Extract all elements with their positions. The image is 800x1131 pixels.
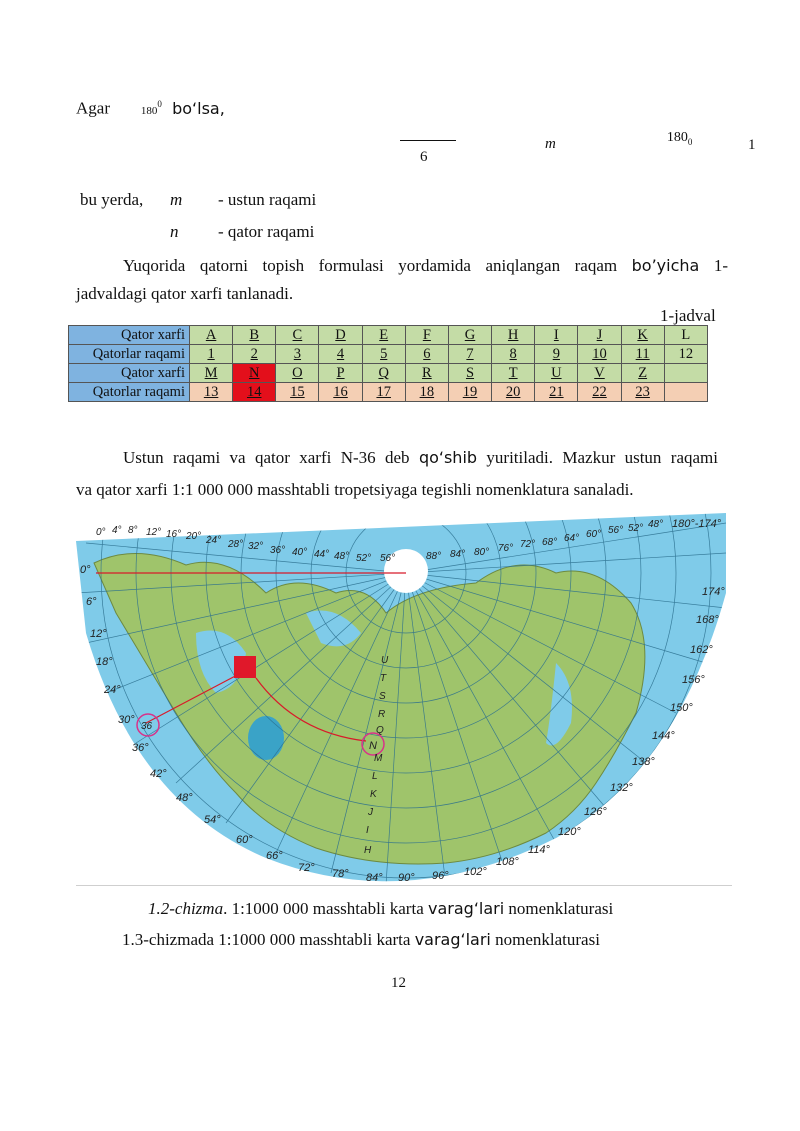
table-cell: F xyxy=(422,326,431,343)
table-cell: C xyxy=(292,326,303,343)
table-cell: P xyxy=(336,364,345,381)
map-top-label: 8° xyxy=(128,525,138,536)
map-degree-label: 12° xyxy=(90,628,107,640)
map-top-label: 60° xyxy=(586,529,602,540)
table-row xyxy=(69,345,708,364)
map-degree-label: 168° xyxy=(696,614,719,626)
map-top-label: 76° xyxy=(498,543,514,554)
map-degree-label: 132° xyxy=(610,782,633,794)
table-cell: K xyxy=(637,326,648,343)
table-cell: 7 xyxy=(466,345,474,362)
formula-box1:   xyxy=(559,139,569,151)
table-cell: V xyxy=(594,364,605,381)
table-cell: 15 xyxy=(290,383,305,400)
map-top-label: 44° xyxy=(314,549,330,560)
definition-n-text: - qator raqami xyxy=(218,222,315,241)
map-degree-label: 36° xyxy=(132,742,149,754)
paragraph2-text3: yuritiladi. Mazkur ustun raqami xyxy=(486,448,718,467)
table-cell: E xyxy=(379,326,389,343)
map-degree-label: 78° xyxy=(332,868,349,880)
table-row xyxy=(69,326,708,345)
table-cell xyxy=(664,383,707,402)
table-cell: 13 xyxy=(203,383,219,400)
paragraph2-text1: Ustun raqami va qator xarfi N-36 deb xyxy=(123,448,410,467)
map-row-letter: R xyxy=(378,709,386,720)
map-top-label: 52° xyxy=(356,553,372,564)
formula-intro-line xyxy=(76,90,225,125)
map-degree-label: 108° xyxy=(496,856,519,868)
table-cell: 11 xyxy=(635,345,650,362)
table-cell: D xyxy=(335,326,346,343)
map-degree-label: 6° xyxy=(86,596,97,608)
table-cell: 17 xyxy=(376,383,391,400)
letter-number-table xyxy=(68,325,708,402)
map-top-label: 48° xyxy=(648,519,664,530)
formula-m-symbol: m xyxy=(545,136,556,152)
paragraph1-word: bo’yicha xyxy=(631,256,700,275)
map-top-label: 4° xyxy=(112,525,122,536)
table-cell: U xyxy=(551,364,562,381)
table-cell: M xyxy=(204,364,218,381)
table-cell: 18 xyxy=(419,383,435,400)
fraction-denominator: 6 xyxy=(420,149,428,165)
map-top-label: 56° xyxy=(608,525,624,536)
equation-number: 1 xyxy=(748,137,756,153)
next-line-text2: nomenklaturasi xyxy=(495,930,600,949)
map-degree-label: 150° xyxy=(670,702,693,714)
table-cell: 6 xyxy=(423,345,431,362)
next-line-text1: 1.3-chizmada 1:1000 000 masshtabli karta xyxy=(122,930,411,949)
map-degree-label: 162° xyxy=(690,644,713,656)
formula-180-sup: 0 xyxy=(687,136,693,147)
table-header-cell: Qatorlar raqami xyxy=(69,383,190,402)
table-header-cell: Qator xarfi xyxy=(69,326,190,345)
map-degree-label: 60° xyxy=(236,834,253,846)
map-degree-label: 102° xyxy=(464,866,487,878)
formula-180-value:  180 xyxy=(656,130,688,145)
map-degree-label: 24° xyxy=(104,684,121,696)
map-degree-label: 120° xyxy=(558,826,581,838)
paragraph1-line1 xyxy=(76,252,728,280)
table-cell: 3 xyxy=(293,345,302,362)
definition-n-symbol: n xyxy=(170,222,179,241)
formula-garbled:     180 xyxy=(118,104,158,117)
map-row-letter: I xyxy=(366,825,369,836)
map-top-label: 12° xyxy=(146,527,162,538)
map-row-letter: S xyxy=(379,691,386,702)
formula-intro-suffix: bo‘lsa, xyxy=(172,98,225,118)
map-degree-label: 174° xyxy=(702,586,725,598)
table-cell: L xyxy=(664,326,707,345)
figure-caption-label: 1.2-chizma xyxy=(148,899,224,918)
map-degree-label: 90° xyxy=(398,872,415,884)
map-row-letter: Q xyxy=(376,725,384,736)
table-cell-highlight: N xyxy=(248,364,260,381)
figure-caption-text2: nomenklaturasi xyxy=(508,899,614,918)
map-degree-label: 48° xyxy=(176,792,193,804)
paragraph2-word: qo‘shib xyxy=(418,448,478,467)
formula-180 xyxy=(656,130,692,147)
table-cell: R xyxy=(422,364,432,381)
table-row xyxy=(69,383,708,402)
definition-m-text: - ustun raqami xyxy=(218,190,317,209)
map-degree-label: 42° xyxy=(150,768,167,780)
figure-caption-word: varag‘lari xyxy=(428,899,505,918)
table-cell: O xyxy=(292,364,303,381)
figure-caption xyxy=(148,895,613,923)
table-cell: 8 xyxy=(509,345,517,362)
map-degree-label: 30° xyxy=(118,714,135,726)
table-cell: 22 xyxy=(592,383,607,400)
paragraph1-line2: jadvaldagi qator xarfi tanlanadi. xyxy=(76,284,294,303)
map-degree-label: 180°-174° xyxy=(672,518,722,530)
table-cell: 4 xyxy=(336,345,345,362)
map-top-label: 64° xyxy=(564,533,580,544)
figure-caption-text1: . 1:1000 000 masshtabli karta xyxy=(223,899,424,918)
table-cell: H xyxy=(507,326,519,343)
table-cell: 5 xyxy=(380,345,388,362)
nomenclature-map xyxy=(76,513,726,885)
table-cell: 16 xyxy=(333,383,348,400)
map-top-label: 68° xyxy=(542,537,558,548)
map-row-letter: J xyxy=(368,807,373,818)
paragraph1-text1: Yuqorida qatorni topish formulasi yordamida aniqlangan raqam xyxy=(123,256,618,275)
formula-m xyxy=(545,136,568,153)
map-top-label: 72° xyxy=(520,539,536,550)
table-cell: 21 xyxy=(549,383,564,400)
formula-box3:   xyxy=(704,143,713,155)
map-degree-label: 84° xyxy=(366,872,383,884)
table-header-cell: Qator xarfi xyxy=(69,364,190,383)
map-top-label: 24° xyxy=(206,535,222,546)
table-cell: J xyxy=(596,326,603,343)
table-cell: 9 xyxy=(552,345,560,362)
table-cell: I xyxy=(553,326,559,343)
map-degree-label: 96° xyxy=(432,870,449,882)
map-top-label: 40° xyxy=(292,547,308,558)
table-cell: A xyxy=(205,326,217,343)
table-cell: S xyxy=(465,364,475,381)
next-line-word: varag‘lari xyxy=(414,930,491,949)
map-degree-label: 66° xyxy=(266,850,283,862)
paragraph2-line2: va qator xarfi 1:1 000 000 masshtabli tropetsiyaga tegishli nomenklatura sanaladi. xyxy=(76,480,634,499)
table-cell: T xyxy=(508,364,518,381)
map-top-label: 48° xyxy=(334,551,350,562)
formula-box2:   xyxy=(578,124,587,136)
table-caption: 1-jadval xyxy=(660,306,716,325)
map-top-label: 56° xyxy=(380,553,396,564)
paragraph2-line1 xyxy=(76,444,718,472)
table-cell: 12 xyxy=(664,345,707,364)
caspian-sea xyxy=(248,716,284,760)
map-top-label: 0° xyxy=(96,527,106,538)
figure-separator xyxy=(76,885,732,886)
formula-sup: 0 xyxy=(157,99,162,109)
map-degree-label: 156° xyxy=(682,674,705,686)
table-cell: Z xyxy=(638,364,648,381)
table-cell: B xyxy=(249,326,260,343)
formula-intro-prefix: Agar xyxy=(76,98,110,118)
table-cell: 1 xyxy=(207,345,215,362)
map-top-label: 88° xyxy=(426,551,442,562)
paragraph1-text3: 1- xyxy=(713,256,729,275)
map-degree-label: 18° xyxy=(96,656,113,668)
map-row-letter: U xyxy=(381,655,389,666)
map-degree-label: 114° xyxy=(528,844,550,856)
map-degree-label: 126° xyxy=(584,806,607,818)
table-cell-highlight: 14 xyxy=(246,383,262,400)
page-number: 12 xyxy=(391,975,406,991)
map-label-36: 36 xyxy=(141,721,153,732)
map-row-letter: H xyxy=(364,845,372,856)
next-paragraph-line xyxy=(122,926,600,954)
map-degree-label: 72° xyxy=(298,862,315,874)
map-top-label: 36° xyxy=(270,545,286,556)
map-top-label: 28° xyxy=(228,539,244,550)
map-row-letter: M xyxy=(374,753,383,764)
table-cell: 23 xyxy=(635,383,650,400)
table-row xyxy=(69,364,708,383)
definition-m-symbol: m xyxy=(170,190,183,209)
map-row-letter: T xyxy=(380,673,387,684)
map-degree-label: 0° xyxy=(80,564,91,576)
definitions-intro: bu yerda, xyxy=(80,190,144,209)
table-cell xyxy=(664,364,707,383)
map-top-label: 52° xyxy=(628,523,644,534)
map-top-label: 84° xyxy=(450,549,466,560)
table-header-cell: Qatorlar raqami xyxy=(69,345,190,364)
table-cell: 2 xyxy=(250,345,258,362)
map-top-label: 32° xyxy=(248,541,264,552)
table-cell: 19 xyxy=(462,383,478,400)
map-label-n: N xyxy=(369,740,377,752)
map-degree-label: 144° xyxy=(652,730,675,742)
map-degree-label: 54° xyxy=(204,814,221,826)
map-top-label: 80° xyxy=(474,547,490,558)
map-row-letter: K xyxy=(370,789,377,800)
map-degree-label: 138° xyxy=(632,756,655,768)
map-top-label: 20° xyxy=(186,531,202,542)
table-cell: 10 xyxy=(592,345,607,362)
fraction-bar xyxy=(400,140,456,141)
map-top-label: 16° xyxy=(166,529,182,540)
map-row-letter: L xyxy=(372,771,378,782)
table-cell: 20 xyxy=(505,383,521,400)
table-cell: G xyxy=(464,326,476,343)
table-cell: Q xyxy=(378,364,389,381)
